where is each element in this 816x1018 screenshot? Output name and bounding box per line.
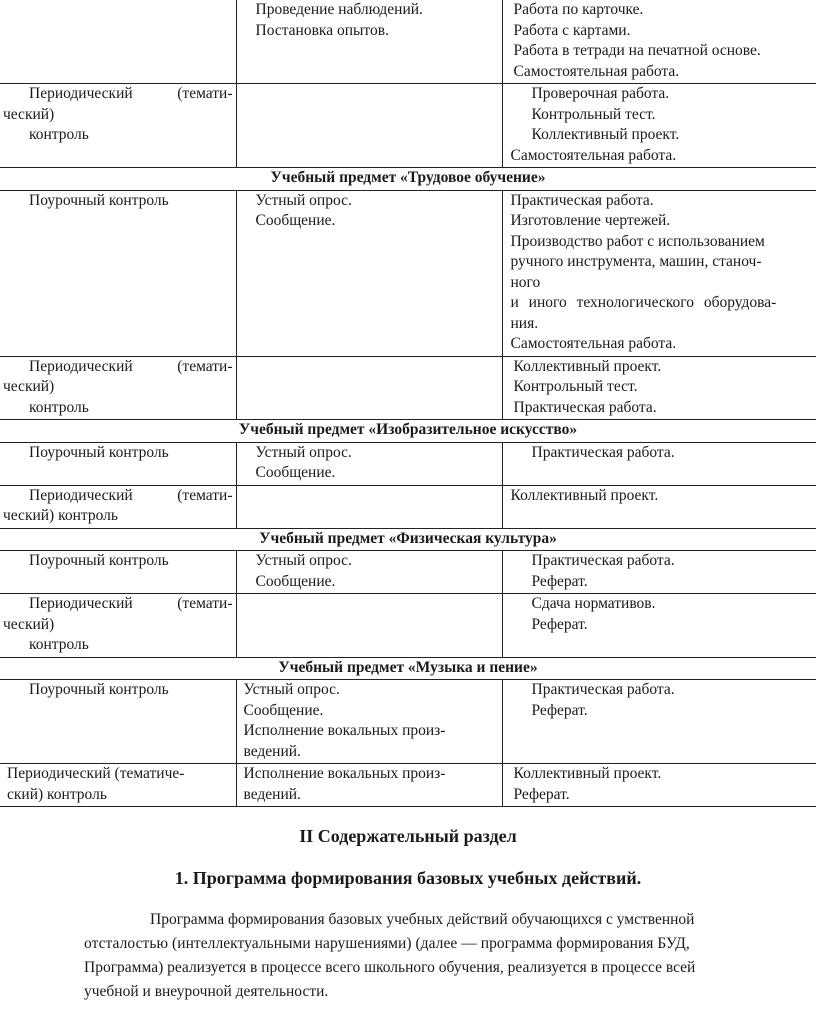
control-type-cell: Поурочный контроль [0,190,236,356]
paragraph-line: Программа формирования базовых учебных действий обучающихся с умственной [150,911,695,928]
control-type-cell: Периодический (темати- ческий) контроль [0,356,236,420]
justified-line: Периодический (темати- [29,85,233,102]
method-cell: Устный опрос. Сообщение. [236,442,502,485]
form-cell: Работа по карточке. Работа с картами. Работа в тетради на печатной основе. Самостоятельная работа. [502,0,816,84]
table-row [0,0,816,84]
control-type-cell [0,0,236,84]
control-type-cell: Поурочный контроль [0,680,236,764]
method-cell: Исполнение вокальных произ- ведений. [236,764,502,807]
table-row [0,442,816,485]
body-paragraph [84,908,788,1004]
form-cell: Практическая работа. Изготовление чертежей. Производство работ с использованием ручного инструмента, машин, станоч- ного и иного технологического оборудова- ния. Самостоятельная работа. [502,190,816,356]
form-cell: Практическая работа. Реферат. [502,680,816,764]
form-cell: Практическая работа. [502,442,816,485]
form-cell: Коллективный проект. Реферат. [502,764,816,807]
table-row [0,190,816,356]
control-type-cell: Периодический (темати- ческий) контроль [0,84,236,168]
table-row [0,84,816,168]
subject-row [0,528,816,551]
control-type-cell: Периодический (темати- ческий) контроль [0,485,236,528]
form-cell: Коллективный проект. Контрольный тест. Практическая работа. [502,356,816,420]
control-type-cell: Периодический (темати- ческий) контроль [0,594,236,658]
method-cell [236,84,502,168]
control-type-cell: Поурочный контроль [0,442,236,485]
method-cell: Устный опрос. Сообщение. [236,551,502,594]
subject-heading: Учебный предмет «Трудовое обучение» [0,168,816,191]
method-cell: Устный опрос. Сообщение. Исполнение вокальных произ- ведений. [236,680,502,764]
subject-row [0,657,816,680]
form-cell: Коллективный проект. [502,485,816,528]
table-row [0,551,816,594]
form-cell: Практическая работа. Реферат. [502,551,816,594]
control-type-cell: Поурочный контроль [0,551,236,594]
method-cell [236,594,502,658]
paragraph-line: учебной и внеурочной деятельности. [84,983,329,1000]
method-cell [236,356,502,420]
justified-line: Периодический (темати- [29,357,233,375]
table-row [0,594,816,658]
method-cell: Проведение наблюдений. Постановка опытов. [236,0,502,84]
subsection-title: 1. Программа формирования базовых учебных действий. [174,868,642,888]
justified-line: Периодический (темати- [29,486,233,504]
form-cell: Проверочная работа. Контрольный тест. Коллективный проект. Самостоятельная работа. [502,84,816,168]
subject-heading: Учебный предмет «Физическая культура» [0,528,816,551]
table-row [0,485,816,528]
control-type-cell: Периодический (тематиче- ский) контроль [0,764,236,807]
paragraph-line: Программа) реализуется в процессе всего школьного обучения, реализуется в процессе всей [84,959,696,976]
method-cell: Устный опрос. Сообщение. [236,190,502,356]
subject-row [0,168,816,191]
table-row [0,764,816,807]
table-row [0,680,816,764]
subject-heading: Учебный предмет «Музыка и пение» [0,657,816,680]
form-cell: Сдача нормативов. Реферат. [502,594,816,658]
section-title: II Содержательный раздел [299,826,517,846]
method-cell [236,485,502,528]
subject-heading: Учебный предмет «Изобразительное искусство» [0,420,816,443]
justified-line: Периодический (темати- [29,595,233,612]
table-row [0,356,816,420]
subject-row [0,420,816,443]
paragraph-line: отсталостью (интеллектуальными нарушениями) (далее — программа формирования БУД, [84,935,690,952]
